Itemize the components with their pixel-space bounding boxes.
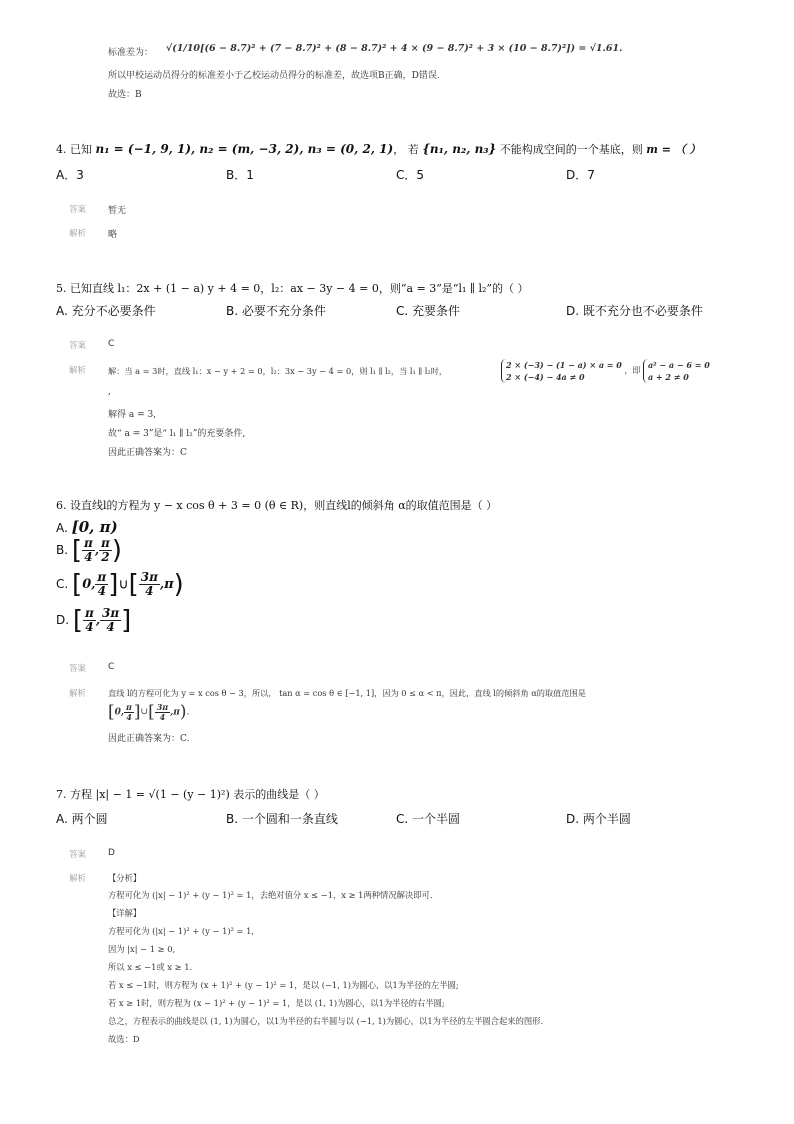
q5-analysis-line5: 因此正确答案为：C [108, 448, 187, 458]
q5-comma: , [108, 387, 111, 397]
q5-sys2-a: a² − a − 6 = 0 [647, 360, 710, 370]
q4-stem-prefix: 4. 已知 [56, 143, 92, 156]
q6-option-a-value: [0, π) [71, 518, 118, 536]
q4-stem: 4. 已知 n₁ = (−1, 9, 1), n₂ = (m, −3, 2), n₃ = (0, 2, 1)， 若 {n₁, n₂, n₃} 不能构成空间的一个基底，则 m = （ ） [56, 142, 701, 156]
q5-answer: C [108, 339, 115, 349]
q6-option-c-label: C. [56, 577, 69, 591]
q5-analysis-line1: 解：当 a = 3时，直线 l₁：x − y + 2 = 0，l₂：3x − 3y − 4 = 0，则 l₁ ∥ l₂，当 l₁ ∥ l₂时， [108, 366, 448, 376]
q7-option-a: A. 两个圆 [56, 812, 108, 826]
q5-option-d: D. 既不充分也不必要条件 [566, 304, 703, 318]
q5-analysis-tag: 解析 [69, 366, 87, 376]
q7-analysis-line-9: 故选：D [108, 1034, 140, 1044]
std-formula: √(1/10[(6 − 8.7)² + (7 − 8.7)² + (8 − 8.7)² + 4 × (9 − 8.7)² + 3 × (10 − 8.7)²]) = √1.61. [166, 43, 623, 54]
q6-answer-tag: 答案 [69, 664, 87, 674]
q7-analysis-line-0: 【分析】 [108, 873, 142, 883]
q6-option-b-label: B. [56, 543, 69, 557]
q7-analysis-line-2: 【详解】 [108, 908, 142, 918]
q7-analysis-line-3: 方程可化为 (|x| − 1)² + (y − 1)² = 1, [108, 926, 255, 936]
q6-analysis-tag: 解析 [69, 689, 87, 699]
q6-option-a-label: A. [56, 521, 68, 535]
q4-stem-var: m = （ ） [646, 143, 701, 156]
q5-system-2 [643, 359, 710, 383]
q5-sys1-a: 2 × (−3) − (1 − a) × a = 0 [506, 360, 622, 370]
q4-option-d: D．7 [566, 168, 595, 182]
q5-option-a: A. 充分不必要条件 [56, 304, 156, 318]
q7-answer-tag: 答案 [69, 850, 87, 860]
q7-analysis-line-5: 所以 x ≤ −1或 x ≥ 1. [108, 962, 193, 972]
q4-option-a: A．3 [56, 168, 84, 182]
q6-analysis-line1: 直线 l的方程可化为 y = x cos θ − 3，所以， tan α = cos θ ∈ [−1, 1]，因为 0 ≤ α < π，因此，直线 l的倾斜角 α的取值范围是 [108, 688, 586, 698]
q7-answer: D [108, 848, 115, 858]
q7-analysis-line-8: 总之，方程表示的曲线是以 (1, 1)为圆心，以1为半径的右半圆与以 (−1, 1)为圆心，以1为半径的左半圆合起来的图形. [108, 1016, 544, 1026]
q7-analysis-line-1: 方程可化为 (|x| − 1)² + (y − 1)² = 1，去绝对值分 x ≤ −1，x ≥ 1两种情况解决即可. [108, 890, 433, 900]
q6-option-d: D. [ $\frac{\pi}{4}$ , $\frac{3\pi}{4}$ ] [56, 605, 132, 636]
q4-analysis-tag: 解析 [69, 229, 87, 239]
q6-option-c: C. [0, $\frac{\pi}{4}$ ]∪[ $\frac{3\pi}{4}$ ,π) [56, 569, 184, 600]
q6-option-d-label: D. [56, 613, 70, 627]
q7-analysis-line-4: 因为 |x| − 1 ≥ 0, [108, 944, 176, 954]
q4-stem-mid: 若 [407, 143, 419, 156]
q4-stem-vectors: n₁ = (−1, 9, 1), n₂ = (m, −3, 2), n₃ = (0, 2, 1) [95, 142, 394, 156]
q4-stem-suffix: 不能构成空间的一个基底，则 [499, 143, 643, 156]
q5-sys1-b: 2 × (−4) − 4a ≠ 0 [506, 372, 585, 382]
q6-analysis-line3: 因此正确答案为：C. [108, 734, 190, 744]
q4-option-c: C．5 [396, 168, 425, 182]
q4-answer: 暂无 [108, 206, 127, 216]
q4-analysis: 略 [108, 230, 118, 240]
q7-analysis-tag: 解析 [69, 874, 87, 884]
q6-stem: 6. 设直线l的方程为 y − x cos θ + 3 = 0 (θ ∈ R)，则直线l的倾斜角 α的取值范围是（ ） [56, 499, 498, 512]
q5-analysis-line3: 解得 a = 3, [108, 410, 157, 420]
q5-sys2-b: a + 2 ≠ 0 [647, 372, 689, 382]
q4-stem-set: {n₁, n₂, n₃} [422, 142, 497, 156]
q5-analysis-line4: 故“ a = 3”是“ l₁ ∥ l₂”的充要条件, [108, 429, 246, 439]
top-choice: 故选：B [108, 90, 142, 100]
q7-option-d: D. 两个半圆 [566, 812, 631, 826]
q5-stem: 5. 已知直线 l₁：2x + (1 − a) y + 4 = 0，l₂：ax − 3y − 4 = 0，则“a = 3”是“l₁ ∥ l₂”的（ ） [56, 282, 529, 295]
q6-option-b: B. [ $\frac{\pi}{4}$ , $\frac{\pi}{2}$ ) [56, 535, 122, 566]
q5-system-1 [501, 359, 622, 383]
q5-answer-tag: 答案 [69, 341, 87, 351]
q4-answer-tag: 答案 [69, 205, 87, 215]
q4-option-b: B．1 [226, 168, 254, 182]
q7-analysis-line-7: 若 x ≥ 1时，则方程为 (x − 1)² + (y − 1)² = 1，是以 (1, 1)为圆心，以1为半径的右半圆; [108, 998, 445, 1008]
q6-analysis-range: [0, $\frac{\pi}{4}$ ]∪[ $\frac{3\pi}{4}$ ,π). [108, 702, 190, 722]
q7-stem: 7. 方程 |x| − 1 = √(1 − (y − 1)²) 表示的曲线是（ ） [56, 788, 325, 801]
q7-option-c: C. 一个半圆 [396, 812, 461, 826]
q5-option-c: C. 充要条件 [396, 304, 461, 318]
q5-sys-mid: ，即 [624, 366, 641, 375]
q7-option-b: B. 一个圆和一条直线 [226, 812, 338, 826]
q7-analysis-line-6: 若 x ≤ −1时，则方程为 (x + 1)² + (y − 1)² = 1，是以 (−1, 1)为圆心，以1为半径的左半圆; [108, 980, 459, 990]
std-label: 标准差为： [108, 48, 154, 58]
std-conclusion: 所以甲校运动员得分的标准差小于乙校运动员得分的标准差，故选项B正确，D错误. [108, 71, 440, 81]
q5-option-b: B. 必要不充分条件 [226, 304, 326, 318]
q5-system [501, 359, 710, 383]
q6-answer: C [108, 662, 115, 672]
